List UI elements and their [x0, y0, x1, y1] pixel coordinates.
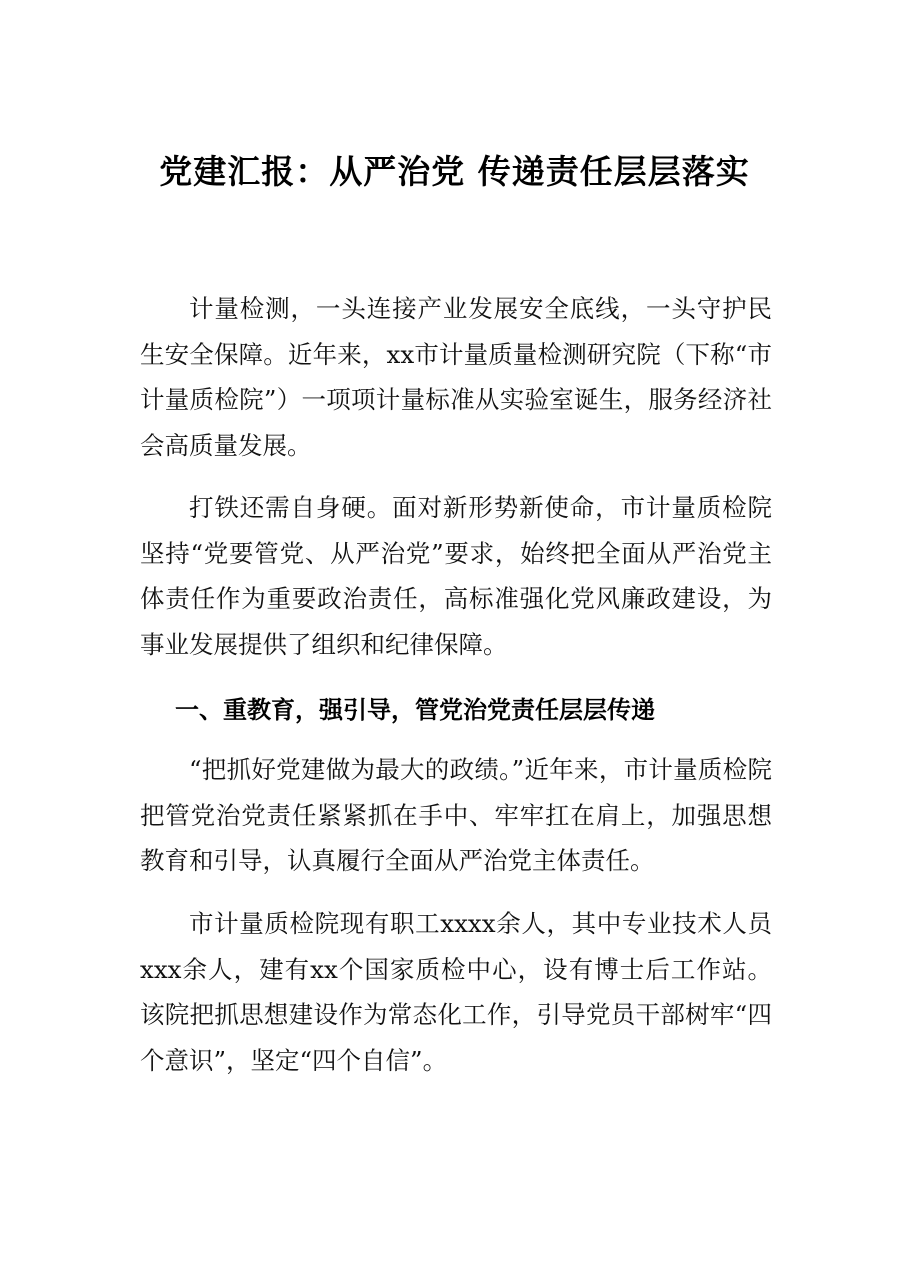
paragraph-intro: 计量检测，一头连接产业发展安全底线，一头守护民生安全保障。近年来，xx市计量质量检测研究院（下称“市计量质检院”）一项项计量标准从实验室诞生，服务经济社会高质量发展。	[140, 294, 772, 460]
document-title: 党建汇报：从严治党 传递责任层层落实	[159, 152, 750, 191]
section-heading: 一、重教育，强引导，管党治党责任层层传递	[175, 696, 655, 724]
paragraph-staff-overview: 市计量质检院现有职工xxxx余人，其中专业技术人员xxx余人，建有xx个国家质检中心，设有博士后工作站。该院把抓思想建设作为常态化工作，引导党员干部树牢“四个意识”，坚定“四个自信”。	[140, 909, 772, 1075]
paragraph-party-building: “把抓好党建做为最大的政绩。”近年来，市计量质检院把管党治党责任紧紧抓在手中、牢牢扛在肩上，加强思想教育和引导，认真履行全面从严治党主体责任。	[140, 755, 772, 875]
paragraph-responsibility: 打铁还需自身硬。面对新形势新使命，市计量质检院坚持“党要管党、从严治党”要求，始终把全面从严治党主体责任作为重要政治责任，高标准强化党风廉政建设，为事业发展提供了组织和纪律保障。	[140, 493, 772, 659]
